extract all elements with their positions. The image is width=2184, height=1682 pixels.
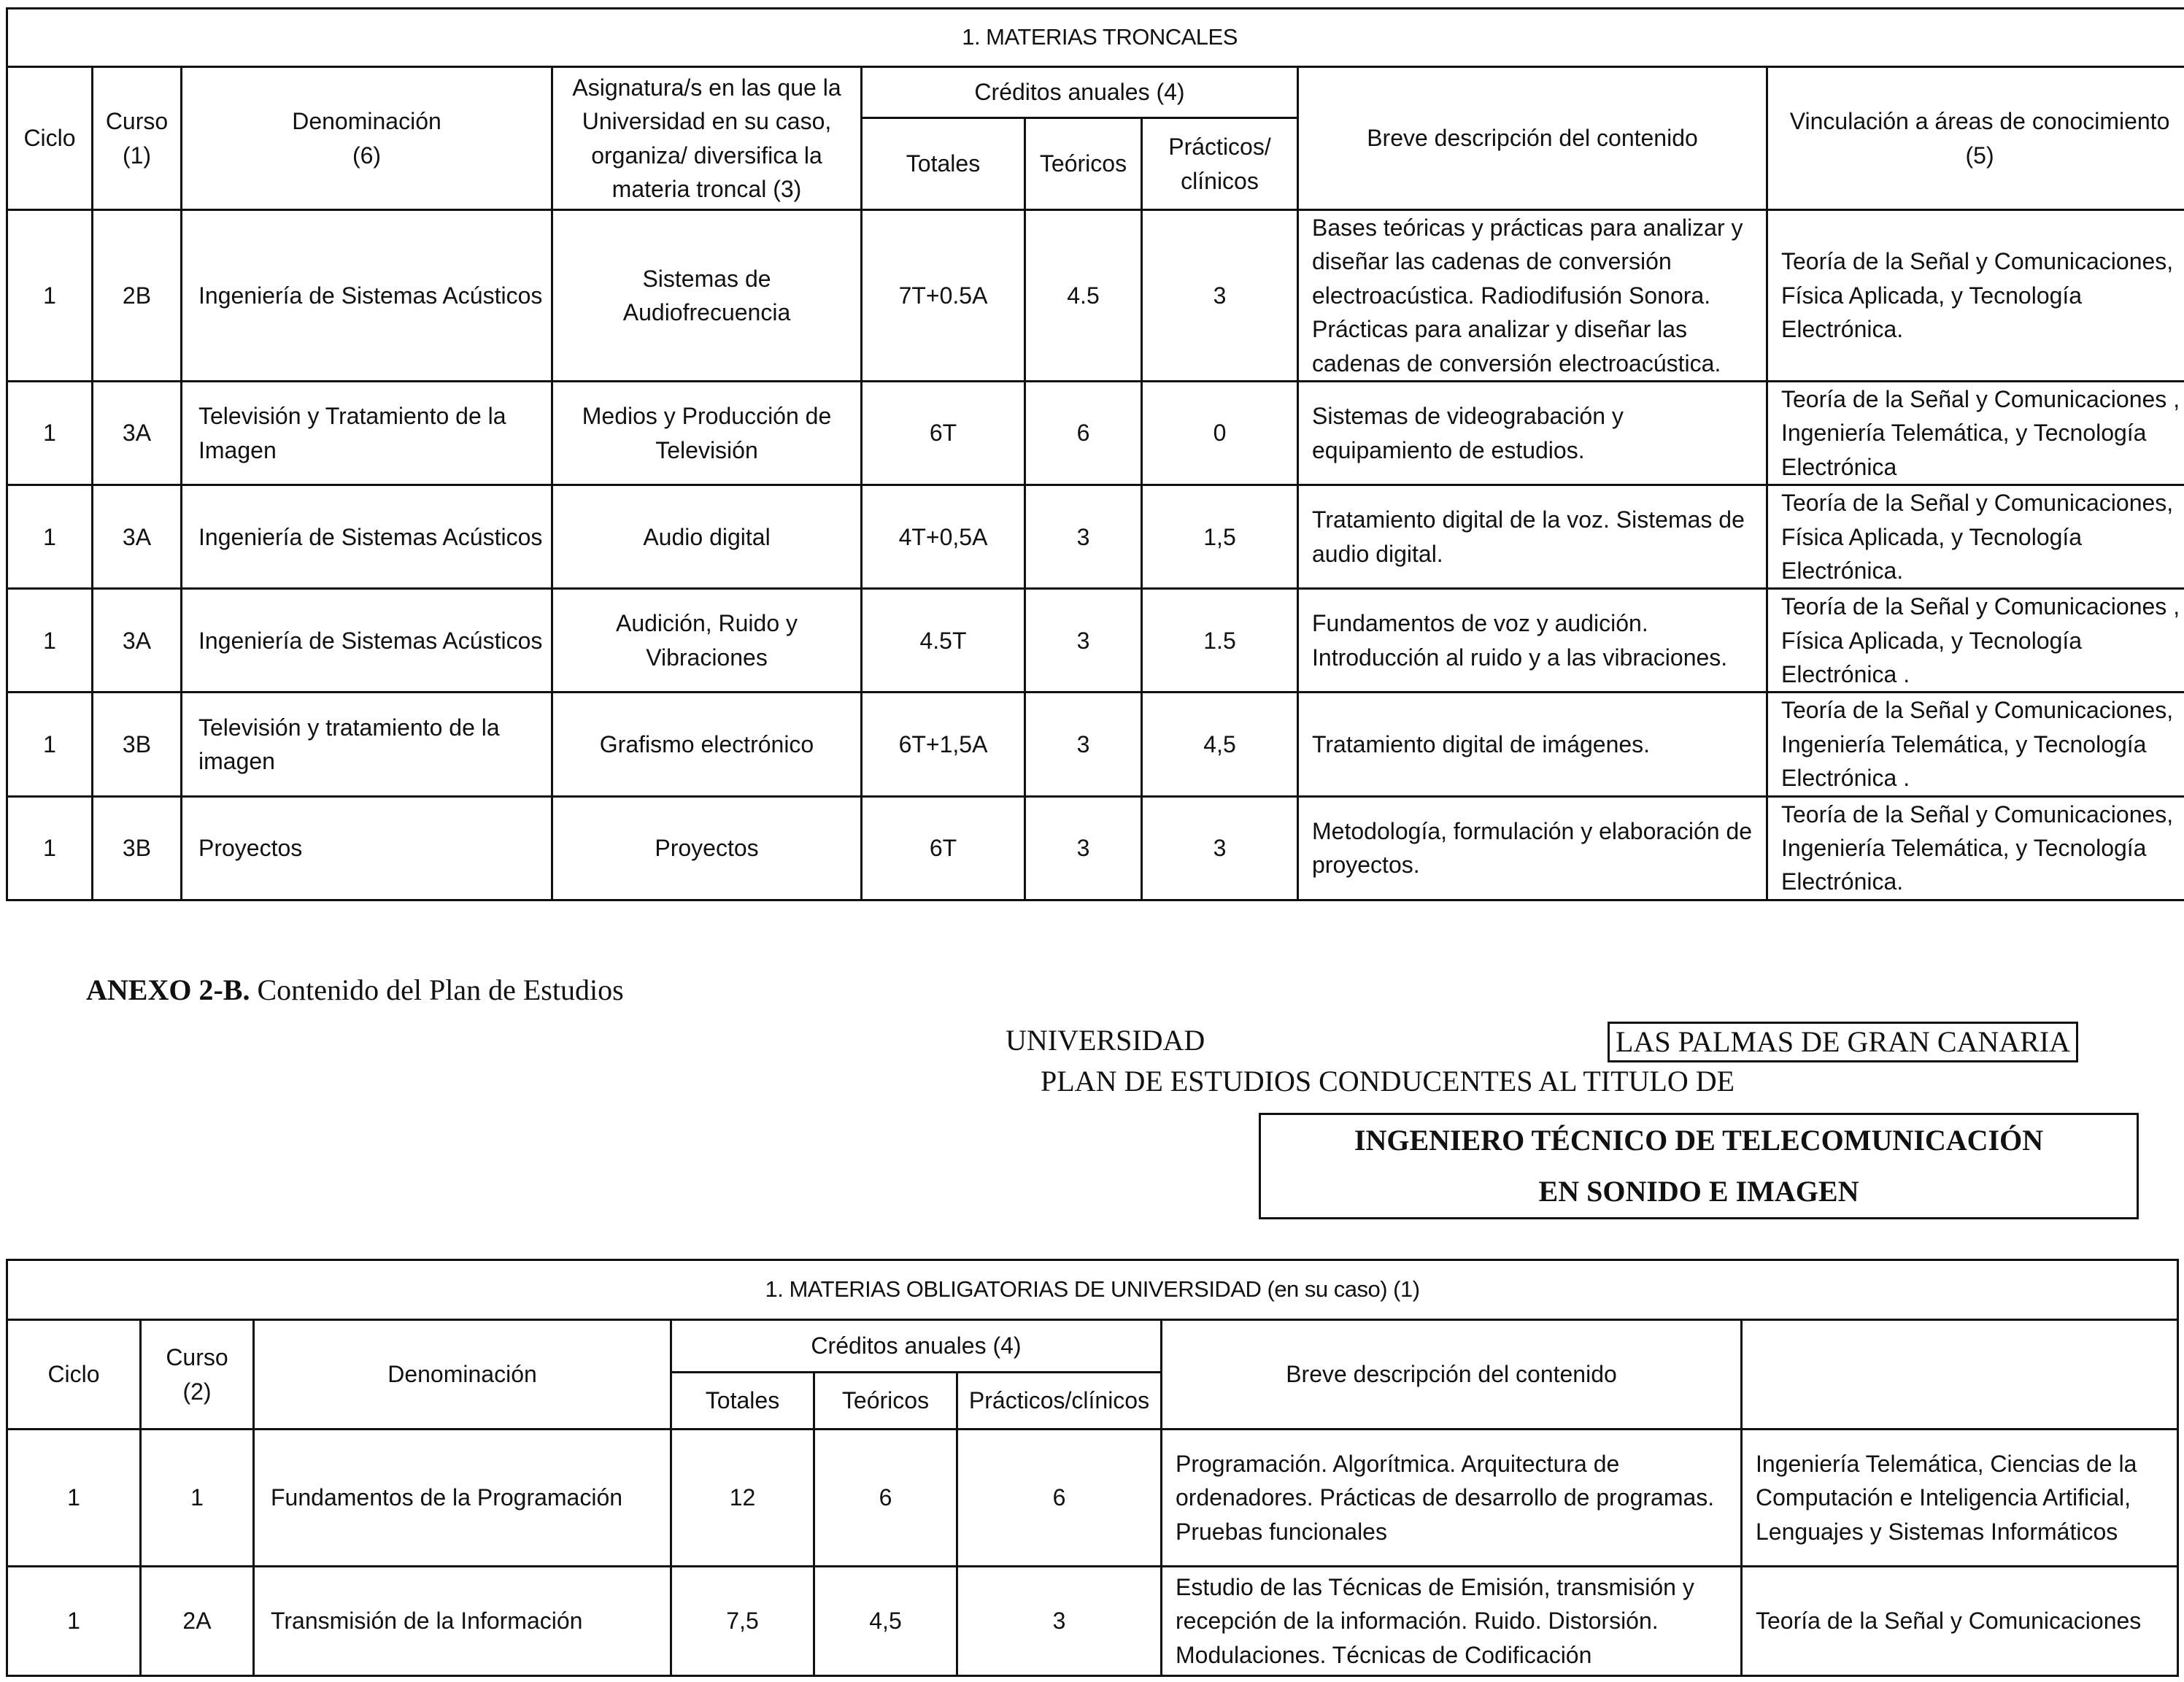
cell-totales: 12 [671, 1430, 814, 1567]
table-row [7, 693, 2184, 796]
cell-teoricos: 3 [1025, 693, 1142, 796]
cell-curso: 3A [93, 381, 182, 485]
cell-totales: 7,5 [671, 1567, 814, 1676]
cell-curso: 2A [141, 1567, 254, 1676]
table-row [7, 796, 2184, 900]
titulo-line-2: EN SONIDO E IMAGEN [1538, 1175, 1859, 1208]
titulo-line-1: INGENIERO TÉCNICO DE TELECOMUNICACIÓN [1354, 1124, 2044, 1157]
universidad-name: LAS PALMAS DE GRAN CANARIA [1608, 1022, 2078, 1062]
cell-ciclo: 1 [7, 796, 93, 900]
cell-ciclo: 1 [7, 1430, 141, 1567]
cell-asignatura: Audio digital [552, 485, 862, 589]
header-denominacion: Denominación (6) [182, 67, 552, 210]
universidad-label: UNIVERSIDAD [1006, 1024, 1205, 1057]
cell-asignatura: Audición, Ruido y Vibraciones [552, 589, 862, 693]
cell-denominacion: Proyectos [182, 796, 552, 900]
table-row [7, 589, 2184, 693]
cell-totales: 7T+0.5A [862, 210, 1025, 382]
header-practicos: Prácticos/clínicos [957, 1373, 1162, 1430]
cell-ciclo: 1 [7, 210, 93, 382]
header-teoricos: Teóricos [814, 1373, 957, 1430]
cell-curso: 3B [93, 693, 182, 796]
cell-vinculacion: Teoría de la Señal y Comunicaciones, Ingeniería Telemática, y Tecnología Electrónica . [1767, 693, 2184, 796]
header-denominacion: Denominación [254, 1320, 671, 1430]
cell-practicos: 4,5 [1142, 693, 1298, 796]
cell-vinculacion: Teoría de la Señal y Comunicaciones, Física Aplicada, y Tecnología Electrónica. [1767, 485, 2184, 589]
cell-denominacion: Ingeniería de Sistemas Acústicos [182, 210, 552, 382]
header-teoricos: Teóricos [1025, 118, 1142, 210]
anexo-heading [86, 973, 624, 1007]
cell-descripcion: Estudio de las Técnicas de Emisión, transmisión y recepción de la información. Ruido. Distorsión. Modulaciones. Técnicas de Codificación [1162, 1567, 1742, 1676]
cell-vinculacion: Ingeniería Telemática, Ciencias de la Computación e Inteligencia Artificial, Lenguajes y Sistemas Informáticos [1742, 1430, 2178, 1567]
header-totales: Totales [862, 118, 1025, 210]
cell-denominacion: Televisión y tratamiento de la imagen [182, 693, 552, 796]
header-ciclo: Ciclo [7, 1320, 141, 1430]
table-row [7, 1430, 2178, 1567]
cell-asignatura: Medios y Producción de Televisión [552, 381, 862, 485]
cell-practicos: 0 [1142, 381, 1298, 485]
cell-curso: 3A [93, 589, 182, 693]
header-vinculacion [1742, 1320, 2178, 1430]
cell-descripcion: Bases teóricas y prácticas para analizar y diseñar las cadenas de conversión electroacústica. Radiodifusión Sonora. Prácticas para analizar y diseñar las cadenas de conversión electroacústica. [1298, 210, 1767, 382]
cell-practicos: 3 [1142, 210, 1298, 382]
anexo-text: Contenido del Plan de Estudios [250, 973, 624, 1006]
cell-teoricos: 3 [1025, 796, 1142, 900]
cell-practicos: 1,5 [1142, 485, 1298, 589]
cell-curso: 3A [93, 485, 182, 589]
cell-curso: 1 [141, 1430, 254, 1567]
cell-ciclo: 1 [7, 381, 93, 485]
table-row [7, 1567, 2178, 1676]
cell-teoricos: 6 [814, 1430, 957, 1567]
cell-teoricos: 4,5 [814, 1567, 957, 1676]
cell-denominacion: Ingeniería de Sistemas Acústicos [182, 485, 552, 589]
header-descripcion: Breve descripción del contenido [1298, 67, 1767, 210]
cell-teoricos: 3 [1025, 589, 1142, 693]
cell-denominacion: Televisión y Tratamiento de la Imagen [182, 381, 552, 485]
titulo-box [1259, 1113, 2139, 1219]
materias-troncales-table [6, 7, 2184, 901]
cell-totales: 4T+0,5A [862, 485, 1025, 589]
cell-denominacion: Ingeniería de Sistemas Acústicos [182, 589, 552, 693]
cell-descripcion: Tratamiento digital de la voz. Sistemas de audio digital. [1298, 485, 1767, 589]
cell-teoricos: 3 [1025, 485, 1142, 589]
header-creditos: Créditos anuales (4) [671, 1320, 1162, 1373]
cell-practicos: 3 [1142, 796, 1298, 900]
table-row [7, 210, 2184, 382]
table-title: 1. MATERIAS TRONCALES [7, 9, 2184, 67]
cell-vinculacion: Teoría de la Señal y Comunicaciones , Ingeniería Telemática, y Tecnología Electrónica [1767, 381, 2184, 485]
cell-ciclo: 1 [7, 589, 93, 693]
cell-asignatura: Grafismo electrónico [552, 693, 862, 796]
header-vinculacion: Vinculación a áreas de conocimiento (5) [1767, 67, 2184, 210]
anexo-number: ANEXO 2-B. [86, 973, 250, 1006]
cell-teoricos: 4.5 [1025, 210, 1142, 382]
cell-vinculacion: Teoría de la Señal y Comunicaciones, Ingeniería Telemática, y Tecnología Electrónica. [1767, 796, 2184, 900]
cell-totales: 4.5T [862, 589, 1025, 693]
cell-descripcion: Programación. Algorítmica. Arquitectura de ordenadores. Prácticas de desarrollo de programas. Pruebas funcionales [1162, 1430, 1742, 1567]
cell-practicos: 6 [957, 1430, 1162, 1567]
cell-practicos: 3 [957, 1567, 1162, 1676]
plan-label: PLAN DE ESTUDIOS CONDUCENTES AL TITULO DE [1041, 1065, 1735, 1097]
cell-ciclo: 1 [7, 485, 93, 589]
cell-asignatura: Sistemas de Audiofrecuencia [552, 210, 862, 382]
cell-ciclo: 1 [7, 1567, 141, 1676]
cell-totales: 6T [862, 796, 1025, 900]
header-creditos: Créditos anuales (4) [862, 67, 1298, 118]
cell-descripcion: Tratamiento digital de imágenes. [1298, 693, 1767, 796]
cell-vinculacion: Teoría de la Señal y Comunicaciones [1742, 1567, 2178, 1676]
cell-descripcion: Metodología, formulación y elaboración de proyectos. [1298, 796, 1767, 900]
cell-curso: 2B [93, 210, 182, 382]
cell-totales: 6T+1,5A [862, 693, 1025, 796]
cell-descripcion: Fundamentos de voz y audición. Introducción al ruido y a las vibraciones. [1298, 589, 1767, 693]
materias-obligatorias-table [6, 1259, 2179, 1677]
cell-asignatura: Proyectos [552, 796, 862, 900]
header-asignatura: Asignatura/s en las que la Universidad en su caso, organiza/ diversifica la materia troncal (3) [552, 67, 862, 210]
header-curso: Curso (2) [141, 1320, 254, 1430]
cell-vinculacion: Teoría de la Señal y Comunicaciones , Física Aplicada, y Tecnología Electrónica . [1767, 589, 2184, 693]
cell-curso: 3B [93, 796, 182, 900]
header-totales: Totales [671, 1373, 814, 1430]
cell-teoricos: 6 [1025, 381, 1142, 485]
cell-vinculacion: Teoría de la Señal y Comunicaciones, Física Aplicada, y Tecnología Electrónica. [1767, 210, 2184, 382]
cell-totales: 6T [862, 381, 1025, 485]
cell-ciclo: 1 [7, 693, 93, 796]
cell-descripcion: Sistemas de videograbación y equipamiento de estudios. [1298, 381, 1767, 485]
cell-denominacion: Fundamentos de la Programación [254, 1430, 671, 1567]
table-row [7, 381, 2184, 485]
header-practicos: Prácticos/ clínicos [1142, 118, 1298, 210]
table-title: 1. MATERIAS OBLIGATORIAS DE UNIVERSIDAD (en su caso) (1) [7, 1260, 2178, 1320]
cell-practicos: 1.5 [1142, 589, 1298, 693]
header-curso: Curso (1) [93, 67, 182, 210]
header-ciclo: Ciclo [7, 67, 93, 210]
table-row [7, 485, 2184, 589]
cell-denominacion: Transmisión de la Información [254, 1567, 671, 1676]
header-descripcion: Breve descripción del contenido [1162, 1320, 1742, 1430]
